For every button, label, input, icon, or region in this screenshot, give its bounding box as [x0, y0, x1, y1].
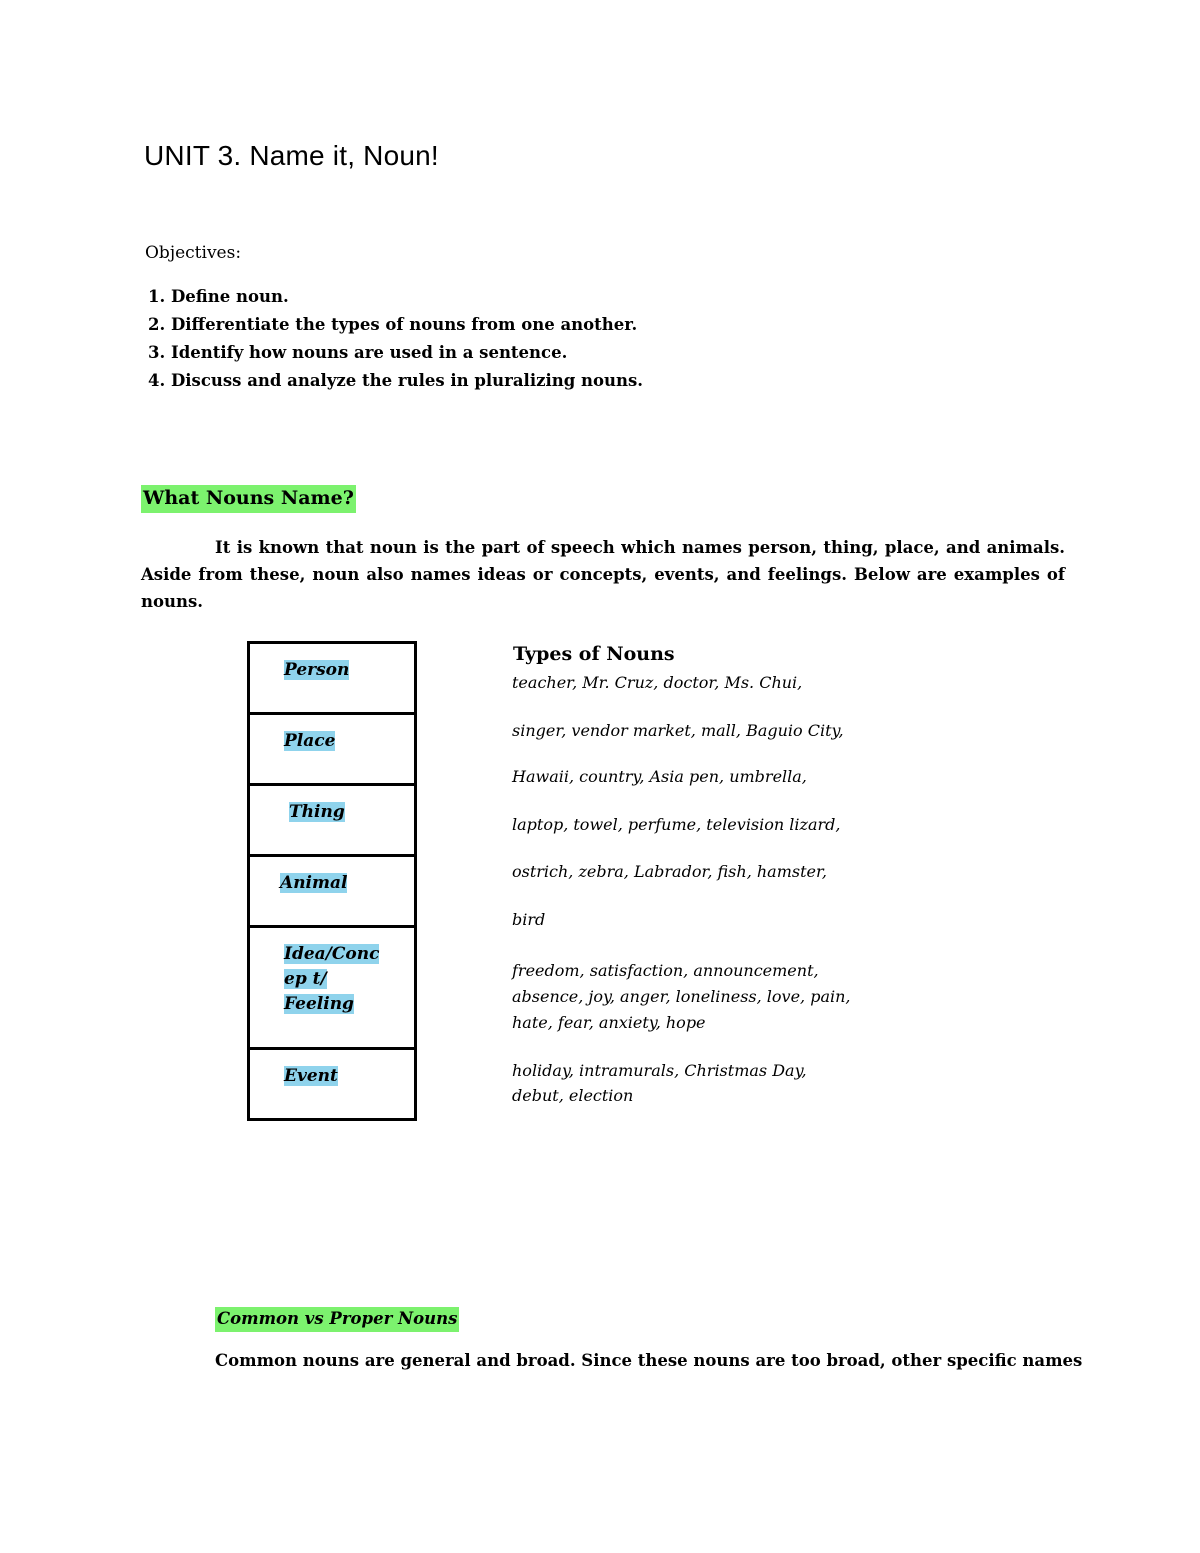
- table-row: [249, 927, 416, 1049]
- table-row: [249, 1049, 416, 1120]
- table-cell: [249, 856, 416, 927]
- example-line: teacher, Mr. Cruz, doctor, Ms. Chui,: [512, 673, 803, 692]
- table-row: [249, 643, 416, 714]
- type-label-animal: Animal: [280, 873, 348, 893]
- type-label-idea-concept-feeling: Idea/Conc ep t/ Feeling: [284, 944, 380, 1014]
- example-line: ostrich, zebra, Labrador, fish, hamster,: [512, 862, 827, 881]
- example-line: absence, joy, anger, loneliness, love, pain,: [512, 987, 851, 1006]
- objective-item: 3. Identify how nouns are used in a sentence.: [148, 343, 568, 362]
- table-cell: [249, 785, 416, 856]
- section-heading-text: What Nouns Name?: [141, 485, 356, 513]
- example-line: debut, election: [512, 1086, 634, 1105]
- example-line: bird: [512, 910, 546, 929]
- objectives-label: Objectives:: [145, 243, 242, 263]
- unit-title: UNIT 3. Name it, Noun!: [144, 140, 439, 171]
- table-row: [249, 714, 416, 785]
- table-row: [249, 856, 416, 927]
- table-cell: [249, 643, 416, 714]
- types-of-nouns-heading: Types of Nouns: [513, 643, 675, 665]
- type-label-place: Place: [284, 731, 336, 751]
- objective-item: 4. Discuss and analyze the rules in pluralizing nouns.: [148, 371, 644, 390]
- example-line: freedom, satisfaction, announcement,: [512, 961, 819, 980]
- table-cell: [249, 927, 416, 1049]
- example-line: laptop, towel, perfume, television lizard,: [512, 815, 841, 834]
- objectives-list: [148, 285, 643, 397]
- common-nouns-paragraph: Common nouns are general and broad. Since these nouns are too broad, other specific names: [215, 1351, 1083, 1370]
- noun-types-table: [247, 641, 417, 1121]
- type-label-event: Event: [284, 1066, 338, 1086]
- section-heading: [141, 487, 356, 509]
- objective-item: 2. Differentiate the types of nouns from one another.: [148, 315, 638, 334]
- common-vs-proper-heading: [215, 1309, 459, 1328]
- example-line: singer, vendor market, mall, Baguio City,: [512, 721, 844, 740]
- table-cell: [249, 714, 416, 785]
- type-label-thing: Thing: [289, 802, 345, 822]
- common-vs-proper-heading-text: Common vs Proper Nouns: [215, 1307, 459, 1332]
- table-cell: [249, 1049, 416, 1120]
- intro-paragraph: It is known that noun is the part of speech which names person, thing, place, and animals. Aside from these, noun also names ideas or concepts, events, and feelings. Below are examples of nouns.: [141, 538, 1065, 611]
- objective-item: 1. Define noun.: [148, 287, 289, 306]
- example-line: Hawaii, country, Asia pen, umbrella,: [512, 767, 807, 786]
- type-label-person: Person: [284, 660, 350, 680]
- example-line: holiday, intramurals, Christmas Day,: [512, 1061, 807, 1080]
- table-row: [249, 785, 416, 856]
- example-line: hate, fear, anxiety, hope: [512, 1013, 706, 1032]
